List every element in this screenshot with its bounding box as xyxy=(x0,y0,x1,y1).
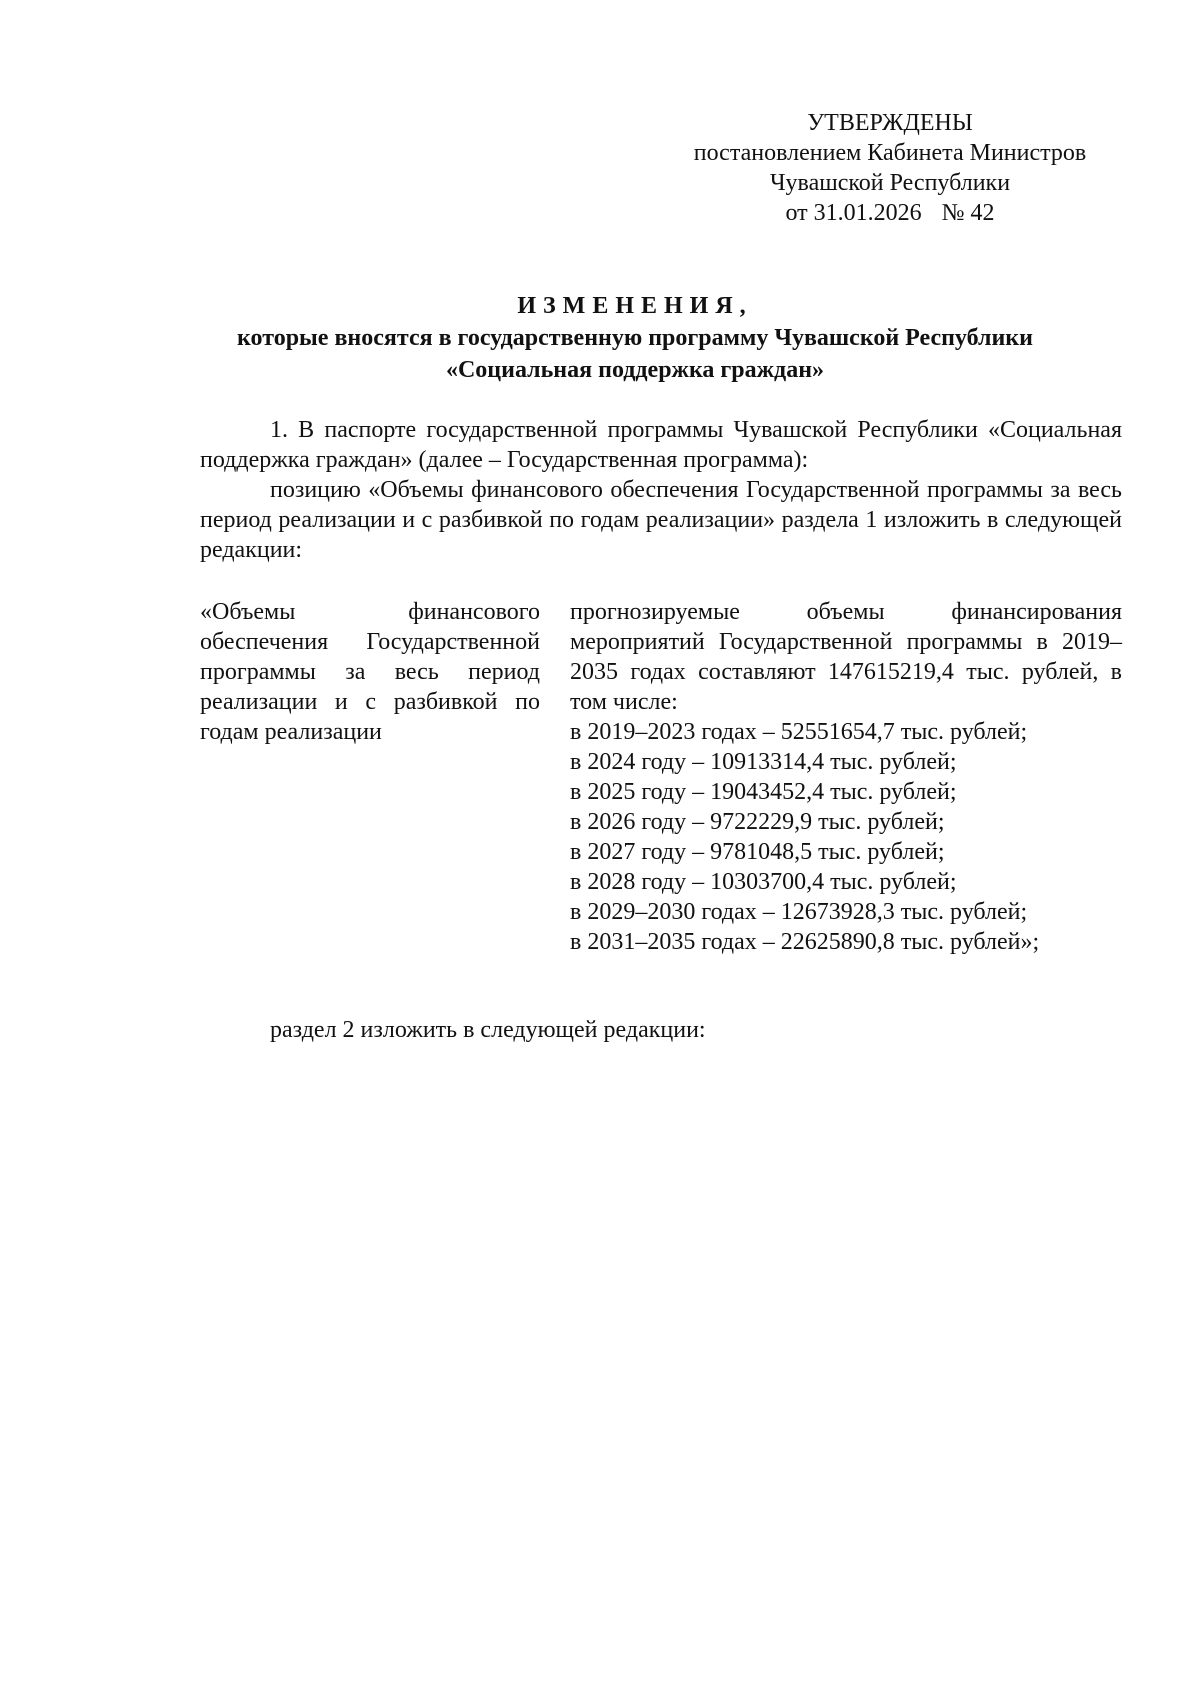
funding-item: в 2025 году – 19043452,4 тыс. рублей; xyxy=(570,779,957,805)
passport-position-table xyxy=(200,597,1122,957)
approval-issuer: постановлением Кабинета Министров xyxy=(693,140,1087,166)
funding-intro: прогнозируемые объемы финансирования мероприятий Государственной программы в 2019–2035 годах составляют 147615219,4 тыс. рублей, в том числе: xyxy=(570,599,1122,715)
approval-block xyxy=(650,108,1130,228)
paragraph-final: раздел 2 изложить в следующей редакции: xyxy=(270,1017,706,1043)
table-left-cell: «Объемы финансового обеспечения Государственной программы за весь период реализации и с разбивкой по годам реализации xyxy=(200,599,540,745)
approval-region: Чувашской Республики xyxy=(769,170,1011,196)
table-right-cell xyxy=(570,597,1122,957)
approval-date: от 31.01.2026 xyxy=(785,200,922,226)
approval-heading: УТВЕРЖДЕНЫ xyxy=(807,110,973,136)
funding-item: в 2029–2030 годах – 12673928,3 тыс. рублей; xyxy=(570,899,1028,925)
funding-item: в 2019–2023 годах – 52551654,7 тыс. рублей; xyxy=(570,719,1028,745)
funding-item: в 2031–2035 годах – 22625890,8 тыс. рублей»; xyxy=(570,929,1040,955)
funding-item: в 2024 году – 10913314,4 тыс. рублей; xyxy=(570,749,957,775)
approval-date-number xyxy=(650,198,1130,228)
funding-item: в 2028 году – 10303700,4 тыс. рублей; xyxy=(570,869,957,895)
title-subtitle: которые вносятся в государственную программу Чувашской Республики xyxy=(237,325,1033,351)
title-program-name: «Социальная поддержка граждан» xyxy=(445,357,825,383)
funding-item: в 2027 году – 9781048,5 тыс. рублей; xyxy=(570,839,945,865)
paragraph-1: 1. В паспорте государственной программы Чувашской Республики «Социальная поддержка граждан» (далее – Государственная программа): xyxy=(200,417,1122,473)
document-title xyxy=(150,290,1120,386)
approval-number: № 42 xyxy=(941,200,995,226)
body-paragraphs xyxy=(200,415,1122,565)
funding-item: в 2026 году – 9722229,9 тыс. рублей; xyxy=(570,809,945,835)
title-heading: ИЗМЕНЕНИЯ, xyxy=(517,293,753,319)
paragraph-2: позицию «Объемы финансового обеспечения Государственной программы за весь период реализации и с разбивкой по годам реализации» раздела 1 изложить в следующей редакции: xyxy=(200,477,1122,563)
